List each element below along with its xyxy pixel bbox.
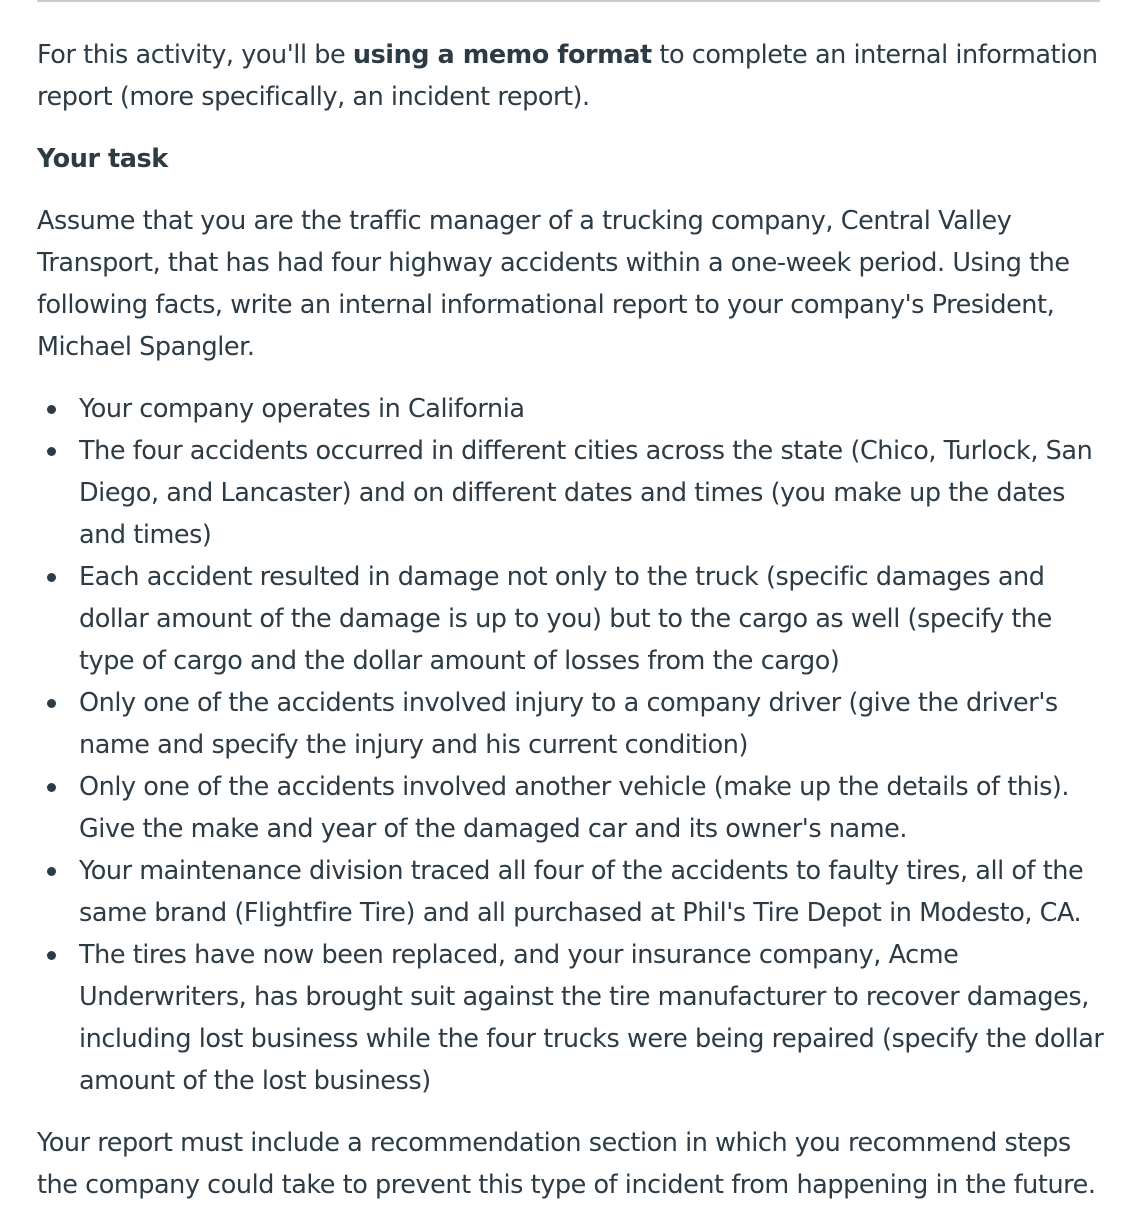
list-item-text: Only one of the accidents involved another vehicle (make up the details of this). Give the make and year of the damaged car and its owner's name.	[79, 772, 1070, 844]
task-heading: Your task	[37, 144, 168, 174]
assignment-content	[37, 34, 1107, 1206]
list-item-text: Your maintenance division traced all four of the accidents to faulty tires, all of the same brand (Flightfire Tire) and all purchased at Phil's Tire Depot in Modesto, CA.	[79, 856, 1084, 928]
intro-paragraph	[37, 34, 1107, 118]
list-item	[79, 682, 1107, 766]
intro-text-start: For this activity, you'll be	[37, 40, 353, 70]
bullet-icon	[47, 699, 56, 708]
intro-text-end: to complete an internal information report (more specifically, an incident report).	[37, 40, 1098, 112]
list-item	[79, 430, 1107, 556]
list-item-text: Your company operates in California	[79, 394, 525, 424]
list-item	[79, 766, 1107, 850]
list-item-text: Each accident resulted in damage not only to the truck (specific damages and dollar amount of the damage is up to you) but to the cargo as well (specify the type of cargo and the dollar amount of losses from the cargo)	[79, 562, 1052, 676]
bullet-icon	[47, 405, 56, 414]
closing-paragraph: Your report must include a recommendation section in which you recommend steps the company could take to prevent this type of incident from happening in the future.	[37, 1128, 1096, 1200]
list-item	[79, 934, 1107, 1102]
bullet-icon	[47, 951, 56, 960]
list-item	[79, 388, 1107, 430]
bullet-icon	[47, 867, 56, 876]
list-item	[79, 850, 1107, 934]
list-item-text: Only one of the accidents involved injury to a company driver (give the driver's name and specify the injury and his current condition)	[79, 688, 1058, 760]
bullet-icon	[47, 783, 56, 792]
bullet-icon	[47, 447, 56, 456]
intro-bold-phrase: using a memo format	[352, 40, 652, 70]
assume-paragraph: Assume that you are the traffic manager of a trucking company, Central Valley Transport, that has had four highway accidents within a one-week period. Using the following facts, write an internal informational report to your company's President, Michael Spangler.	[37, 206, 1070, 362]
list-item-text: The four accidents occurred in different cities across the state (Chico, Turlock, San Diego, and Lancaster) and on different dates and times (you make up the dates and times)	[79, 436, 1093, 550]
bullet-icon	[47, 573, 56, 582]
facts-list	[37, 388, 1107, 1102]
list-item	[79, 556, 1107, 682]
list-item-text: The tires have now been replaced, and your insurance company, Acme Underwriters, has brought suit against the tire manufacturer to recover damages, including lost business while the four trucks were being repaired (specify the dollar amount of the lost business)	[79, 940, 1104, 1096]
top-divider	[37, 0, 1100, 2]
